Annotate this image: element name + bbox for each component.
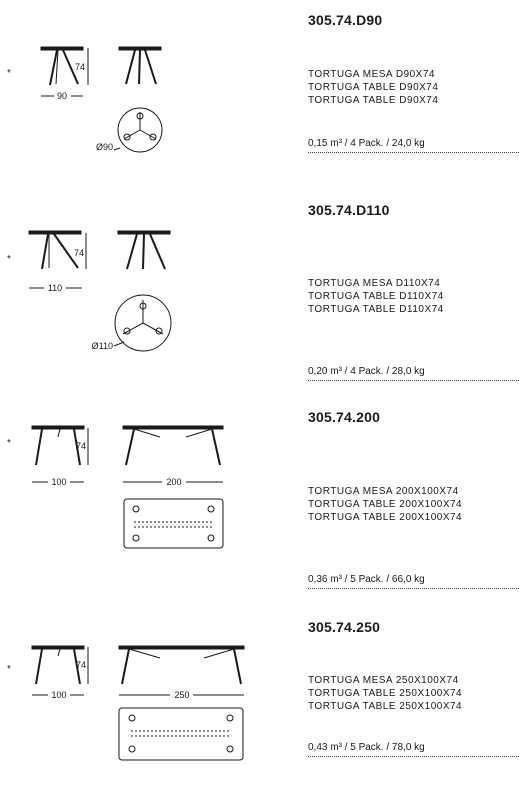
pack-info: 0,20 m³ / 4 Pack. / 28,0 kg [308,366,519,381]
product-name-es: TORTUGA MESA D90X74 [308,69,435,80]
pack-info: 0,15 m³ / 4 Pack. / 24,0 kg [308,138,519,153]
product-name-alt: TORTUGA TABLE 200X100X74 [308,512,463,523]
product-name-en: TORTUGA TABLE 250X100X74 [308,688,463,699]
product-section-d90 [0,0,519,200]
product-name-es: TORTUGA MESA 250X100X74 [308,675,459,686]
pack-info: 0,43 m³ / 5 Pack. / 78,0 kg [308,742,519,757]
length-dim-250: 250 [174,690,190,700]
asterisk-mark: * [7,664,11,675]
diameter-dim-d110: Ø110 [91,341,113,351]
height-dim-d90: 74 [74,62,85,72]
asterisk-mark: * [7,438,11,449]
product-section-200 [0,405,519,605]
product-names [308,277,444,316]
width-dim-250: 100 [51,690,67,700]
product-code: 305.74.200 [308,409,381,425]
table-drawing-d110 [0,200,300,400]
asterisk-mark: * [7,68,11,79]
product-section-d110 [0,200,519,400]
diameter-dim-d90: Ø90 [95,142,113,152]
product-name-en: TORTUGA TABLE 200X100X74 [308,499,463,510]
product-name-es: TORTUGA MESA 200X100X74 [308,486,459,497]
product-names [308,485,462,524]
width-dim-d90: 90 [56,91,68,101]
product-section-250 [0,612,519,812]
table-drawing-200 [0,405,300,605]
pack-info: 0,36 m³ / 5 Pack. / 66,0 kg [308,574,519,589]
height-dim-d110: 74 [73,248,84,258]
width-dim-200: 100 [51,477,67,487]
product-name-alt: TORTUGA TABLE 250X100X74 [308,701,463,712]
table-drawing-d90 [0,0,300,200]
product-names [308,674,462,713]
table-drawing-250 [0,612,300,772]
product-name-en: TORTUGA TABLE D90X74 [308,82,439,93]
product-names [308,68,438,107]
asterisk-mark: * [7,254,11,265]
product-code: 305.74.D110 [308,202,390,218]
product-code: 305.74.D90 [308,12,383,28]
product-name-alt: TORTUGA TABLE D90X74 [308,95,439,106]
length-dim-200: 200 [166,477,182,487]
product-name-alt: TORTUGA TABLE D110X74 [308,304,444,315]
product-name-es: TORTUGA MESA D110X74 [308,278,441,289]
product-name-en: TORTUGA TABLE D110X74 [308,291,444,302]
height-dim-200: 74 [75,441,86,451]
width-dim-d110: 110 [47,283,63,293]
height-dim-250: 74 [75,660,86,670]
product-code: 305.74.250 [308,619,381,635]
